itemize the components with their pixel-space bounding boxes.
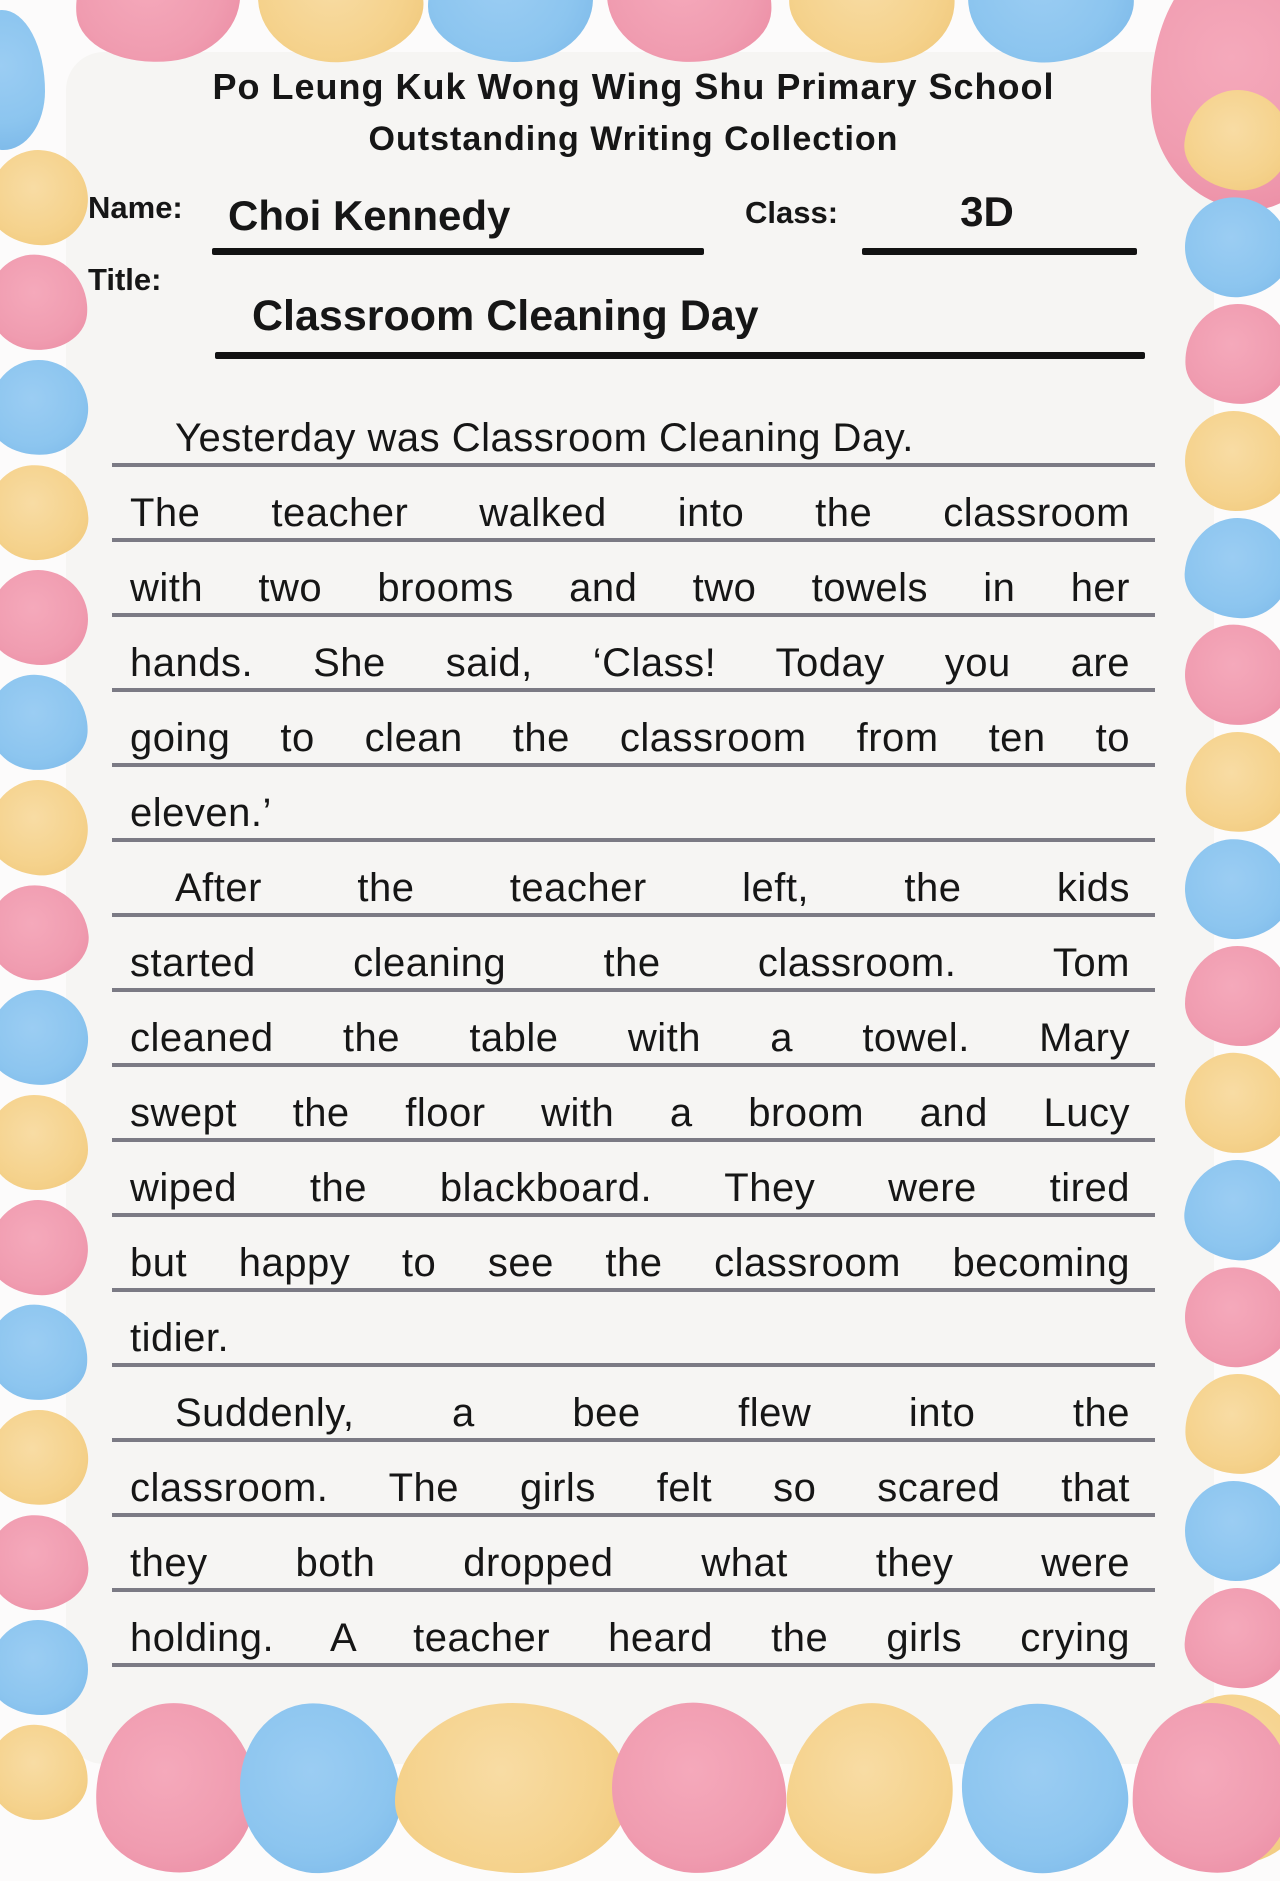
title-underline <box>215 352 1145 359</box>
essay-line <box>112 842 1155 917</box>
essay-line-text: going to clean the classroom from ten to <box>130 716 1130 760</box>
essay-line <box>112 1367 1155 1442</box>
name-label: Name: <box>88 190 183 225</box>
essay-line <box>112 467 1155 542</box>
essay-line-text: they both dropped what they were <box>130 1541 1130 1585</box>
essay-line-text: holding. A teacher heard the girls crying <box>130 1616 1130 1660</box>
essay-line <box>112 917 1155 992</box>
name-underline <box>212 248 704 255</box>
collection-title: Outstanding Writing Collection <box>368 120 899 158</box>
essay-line <box>112 1442 1155 1517</box>
essay-line-text: wiped the blackboard. They were tired <box>130 1166 1130 1210</box>
essay-line <box>112 1292 1155 1367</box>
essay-body <box>112 392 1155 1667</box>
school-name: Po Leung Kuk Wong Wing Shu Primary School <box>212 66 1055 107</box>
essay-line <box>112 542 1155 617</box>
essay-line <box>112 1142 1155 1217</box>
essay-line-text: Yesterday was Classroom Cleaning Day. <box>175 416 914 460</box>
essay-line <box>112 1067 1155 1142</box>
class-underline <box>862 248 1137 255</box>
essay-line-text: swept the floor with a broom and Lucy <box>130 1091 1130 1135</box>
essay-line <box>112 767 1155 842</box>
essay-line-text: The teacher walked into the classroom <box>130 491 1130 535</box>
title-label: Title: <box>88 262 162 297</box>
essay-line <box>112 692 1155 767</box>
essay-line-text: After the teacher left, the kids <box>175 866 1130 910</box>
title-value: Classroom Cleaning Day <box>252 292 759 340</box>
essay-line-text: Suddenly, a bee flew into the <box>175 1391 1130 1435</box>
essay-line <box>112 617 1155 692</box>
essay-line <box>112 392 1155 467</box>
essay-line <box>112 1592 1155 1667</box>
name-value: Choi Kennedy <box>228 192 511 239</box>
essay-line-text: started cleaning the classroom. Tom <box>130 941 1130 985</box>
essay-line-text: with two brooms and two towels in her <box>130 566 1130 610</box>
essay-line-text: hands. She said, ‘Class! Today you are <box>130 641 1130 685</box>
essay-line-text: tidier. <box>130 1316 230 1360</box>
essay-line <box>112 992 1155 1067</box>
essay-line <box>112 1517 1155 1592</box>
essay-line <box>112 1217 1155 1292</box>
class-label: Class: <box>745 195 839 230</box>
essay-line-text: classroom. The girls felt so scared that <box>130 1466 1130 1510</box>
class-value: 3D <box>960 188 1014 235</box>
essay-line-text: but happy to see the classroom becoming <box>130 1241 1130 1285</box>
essay-line-text: eleven.’ <box>130 791 272 835</box>
essay-line-text: cleaned the table with a towel. Mary <box>130 1016 1130 1060</box>
